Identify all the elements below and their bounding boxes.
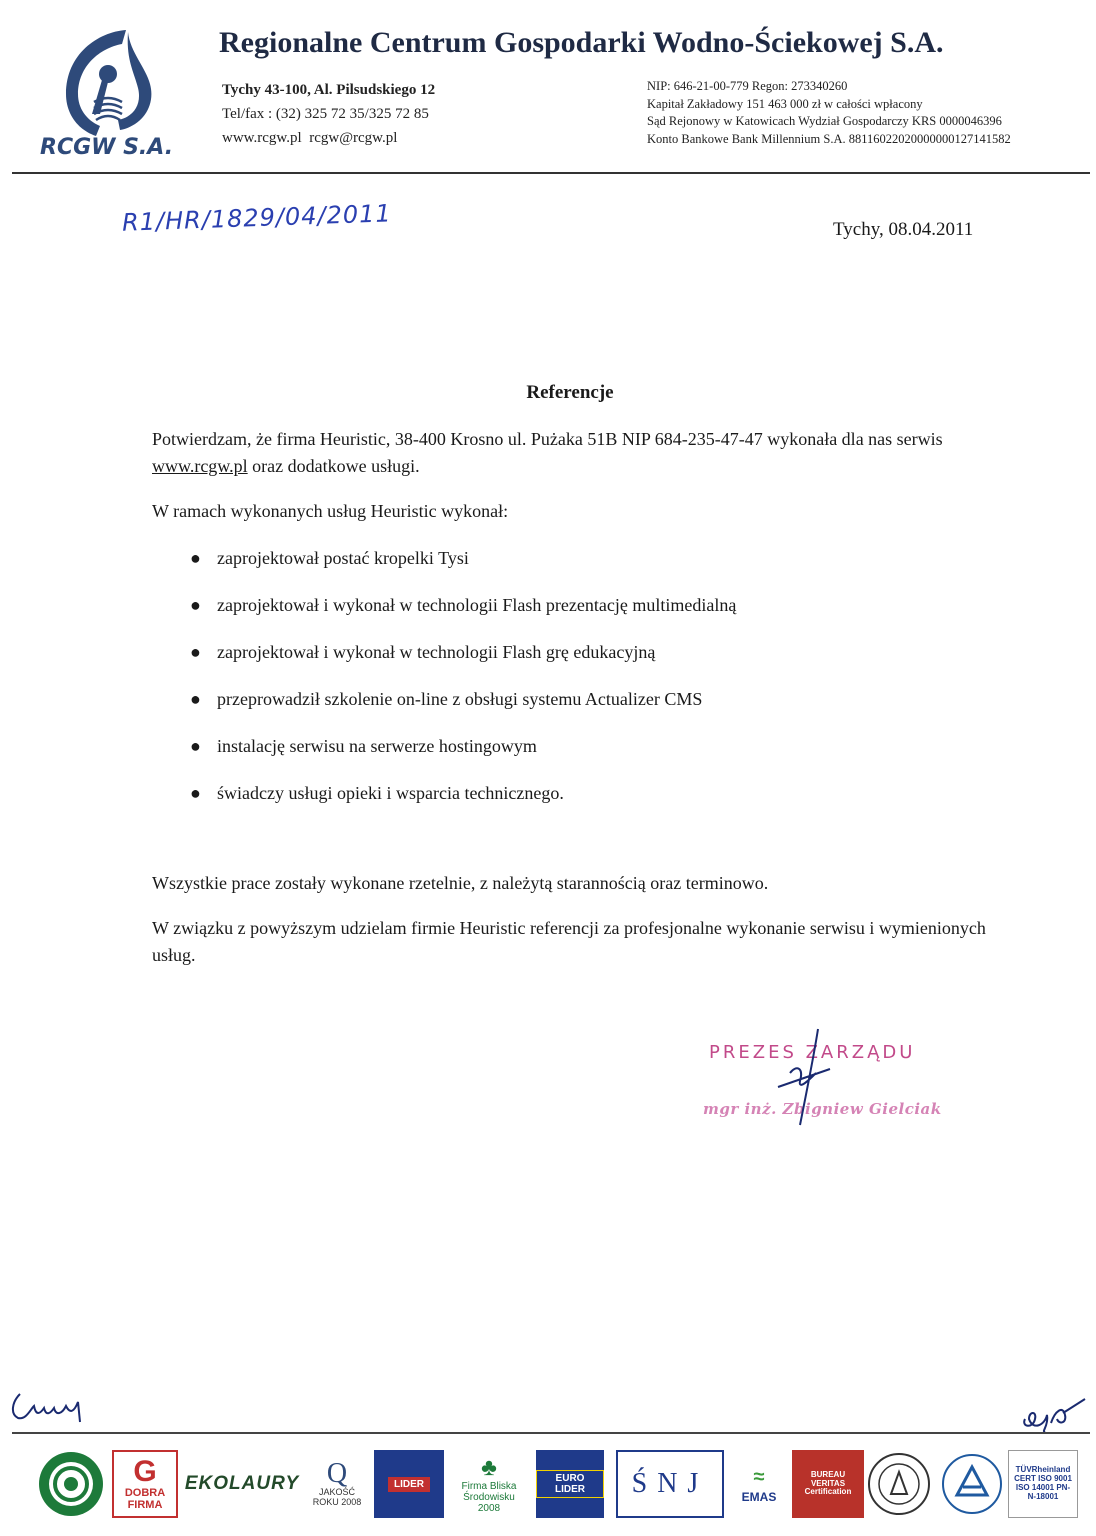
list-item — [152, 686, 1002, 733]
letter-title: Referencje — [526, 382, 614, 403]
company-website[interactable]: www.rcgw.pl — [222, 130, 302, 146]
bullet-dot-icon: ● — [190, 595, 201, 615]
service-text: instalację serwisu na serwerze hostingowym — [217, 736, 537, 756]
firma-bliska-text: Firma Bliska Środowisku 2008 — [461, 1480, 517, 1514]
stamp-title: PREZES ZARZĄDU — [709, 1042, 916, 1063]
company-contact — [222, 78, 435, 150]
bureau-veritas-text: BUREAU VERITAS Certification — [804, 1469, 852, 1497]
dobra-firma-text: DOBRA FIRMA — [124, 1486, 166, 1511]
closing-paragraph-1: Wszystkie prace zostały wykonane rzetelnie, z należytą starannością oraz terminowo. — [152, 873, 769, 893]
emas-logo — [732, 1450, 786, 1518]
tuv-cert-logo — [1008, 1450, 1078, 1518]
bank-account: Konto Bankowe Bank Millennium S.A. 88116022020000000127141582 — [647, 131, 1011, 146]
q-letter-icon: Q — [326, 1458, 348, 1490]
euro-lider-text: EURO LIDER — [536, 1470, 604, 1498]
court-registration: Sąd Rejonowy w Katowicach Wydział Gospodarczy KRS 0000046396 — [647, 114, 1002, 128]
service-text: zaprojektował i wykonał w technologii Flash grę edukacyjną — [217, 642, 656, 662]
ekolaury-text: EKOLAURY — [184, 1472, 300, 1494]
closing-paragraph-2: W związku z powyższym udzielam firmie Heuristic referencji za profesjonalne wykonanie serwisu i wymienionych usług. — [152, 918, 986, 965]
snj-logo — [616, 1450, 724, 1518]
reference-number: R1/HR/1829/04/2011 — [121, 199, 393, 237]
jakosc-roku-text: JAKOŚĆ ROKU 2008 — [312, 1487, 362, 1507]
bureau-veritas-seal — [866, 1450, 932, 1518]
snj-text: ŚNJ — [631, 1467, 709, 1499]
logo-text: RCGW S.A. — [40, 135, 174, 160]
handwritten-signature-icon — [770, 1025, 840, 1135]
initials-left-icon — [8, 1388, 104, 1428]
initials-right-icon — [1015, 1395, 1087, 1435]
bullet-dot-icon: ● — [190, 736, 201, 756]
list-item — [152, 592, 1002, 639]
veritas-seal-icon — [867, 1452, 931, 1516]
g-letter-icon: G — [133, 1454, 157, 1488]
service-text: świadczy usługi opieki i wsparcia technicznego. — [217, 783, 564, 803]
firma-bliska-logo — [454, 1450, 524, 1518]
service-text: przeprowadził szkolenie on-line z obsługi systemu Actualizer CMS — [217, 689, 703, 709]
company-email[interactable]: rcgw@rcgw.pl — [309, 130, 398, 146]
emas-text: EMAS — [741, 1490, 777, 1505]
bureau-veritas-logo — [792, 1450, 864, 1518]
tuv-cert-text: TÜVRheinland CERT ISO 9001 ISO 14001 PN-N-18001 — [1014, 1465, 1072, 1501]
share-capital: Kapitał Zakładowy 151 463 000 zł w całości wpłacony — [647, 96, 923, 111]
service-text: zaprojektował i wykonał w technologii Flash prezentację multimedialną — [217, 595, 737, 615]
nip-regon: NIP: 646-21-00-779 Regon: 273340260 — [647, 79, 848, 93]
intro-text-after: oraz dodatkowe usługi. — [247, 456, 420, 476]
service-text: zaprojektował postać kropelki Tysi — [217, 548, 469, 568]
company-registration — [647, 78, 1011, 148]
website-link[interactable]: www.rcgw.pl — [152, 456, 248, 476]
bullet-dot-icon: ● — [190, 689, 201, 709]
header-divider — [12, 172, 1090, 174]
tree-icon: ♣ — [481, 1453, 497, 1481]
list-item — [152, 639, 1002, 686]
company-logo-icon — [38, 22, 198, 162]
jakosc-roku-logo — [306, 1450, 368, 1518]
bullet-dot-icon: ● — [190, 548, 201, 568]
services-list — [152, 545, 1002, 827]
list-item — [152, 545, 1002, 592]
stamp-name: mgr inż. Zbigniew Gielciak — [703, 1100, 942, 1118]
footer-divider — [12, 1432, 1090, 1434]
ekolaury-logo — [184, 1450, 300, 1518]
letter-date: Tychy, 08.04.2011 — [833, 219, 974, 240]
intro-paragraph — [152, 426, 1002, 480]
list-item — [152, 780, 1002, 827]
tuv-circle-logo — [940, 1450, 1004, 1518]
bullet-dot-icon: ● — [190, 783, 201, 803]
regional-award-logo — [36, 1450, 106, 1518]
company-address: Tychy 43-100, Al. Pilsudskiego 12 — [222, 82, 436, 98]
list-item — [152, 733, 1002, 780]
bullet-dot-icon: ● — [190, 642, 201, 662]
award-seal-icon — [37, 1450, 105, 1518]
lider-text: LIDER — [388, 1477, 430, 1492]
services-intro: W ramach wykonanych usług Heuristic wykonał: — [152, 501, 509, 521]
company-web-email — [222, 126, 435, 150]
tuv-triangle-icon — [941, 1453, 1003, 1515]
dobra-firma-logo — [112, 1450, 178, 1518]
company-name: Regionalne Centrum Gospodarki Wodno-Ściekowej S.A. — [219, 26, 944, 59]
intro-text-before: Potwierdzam, że firma Heuristic, 38-400 Krosno ul. Pużaka 51B NIP 684-235-47-47 wykonała dla nas serwis — [152, 429, 943, 449]
euro-lider-logo — [536, 1450, 604, 1518]
emas-swoosh-icon: ≈ — [753, 1466, 765, 1489]
lider-logo — [374, 1450, 444, 1518]
company-telfax: Tel/fax : (32) 325 72 35/325 72 85 — [222, 106, 429, 122]
